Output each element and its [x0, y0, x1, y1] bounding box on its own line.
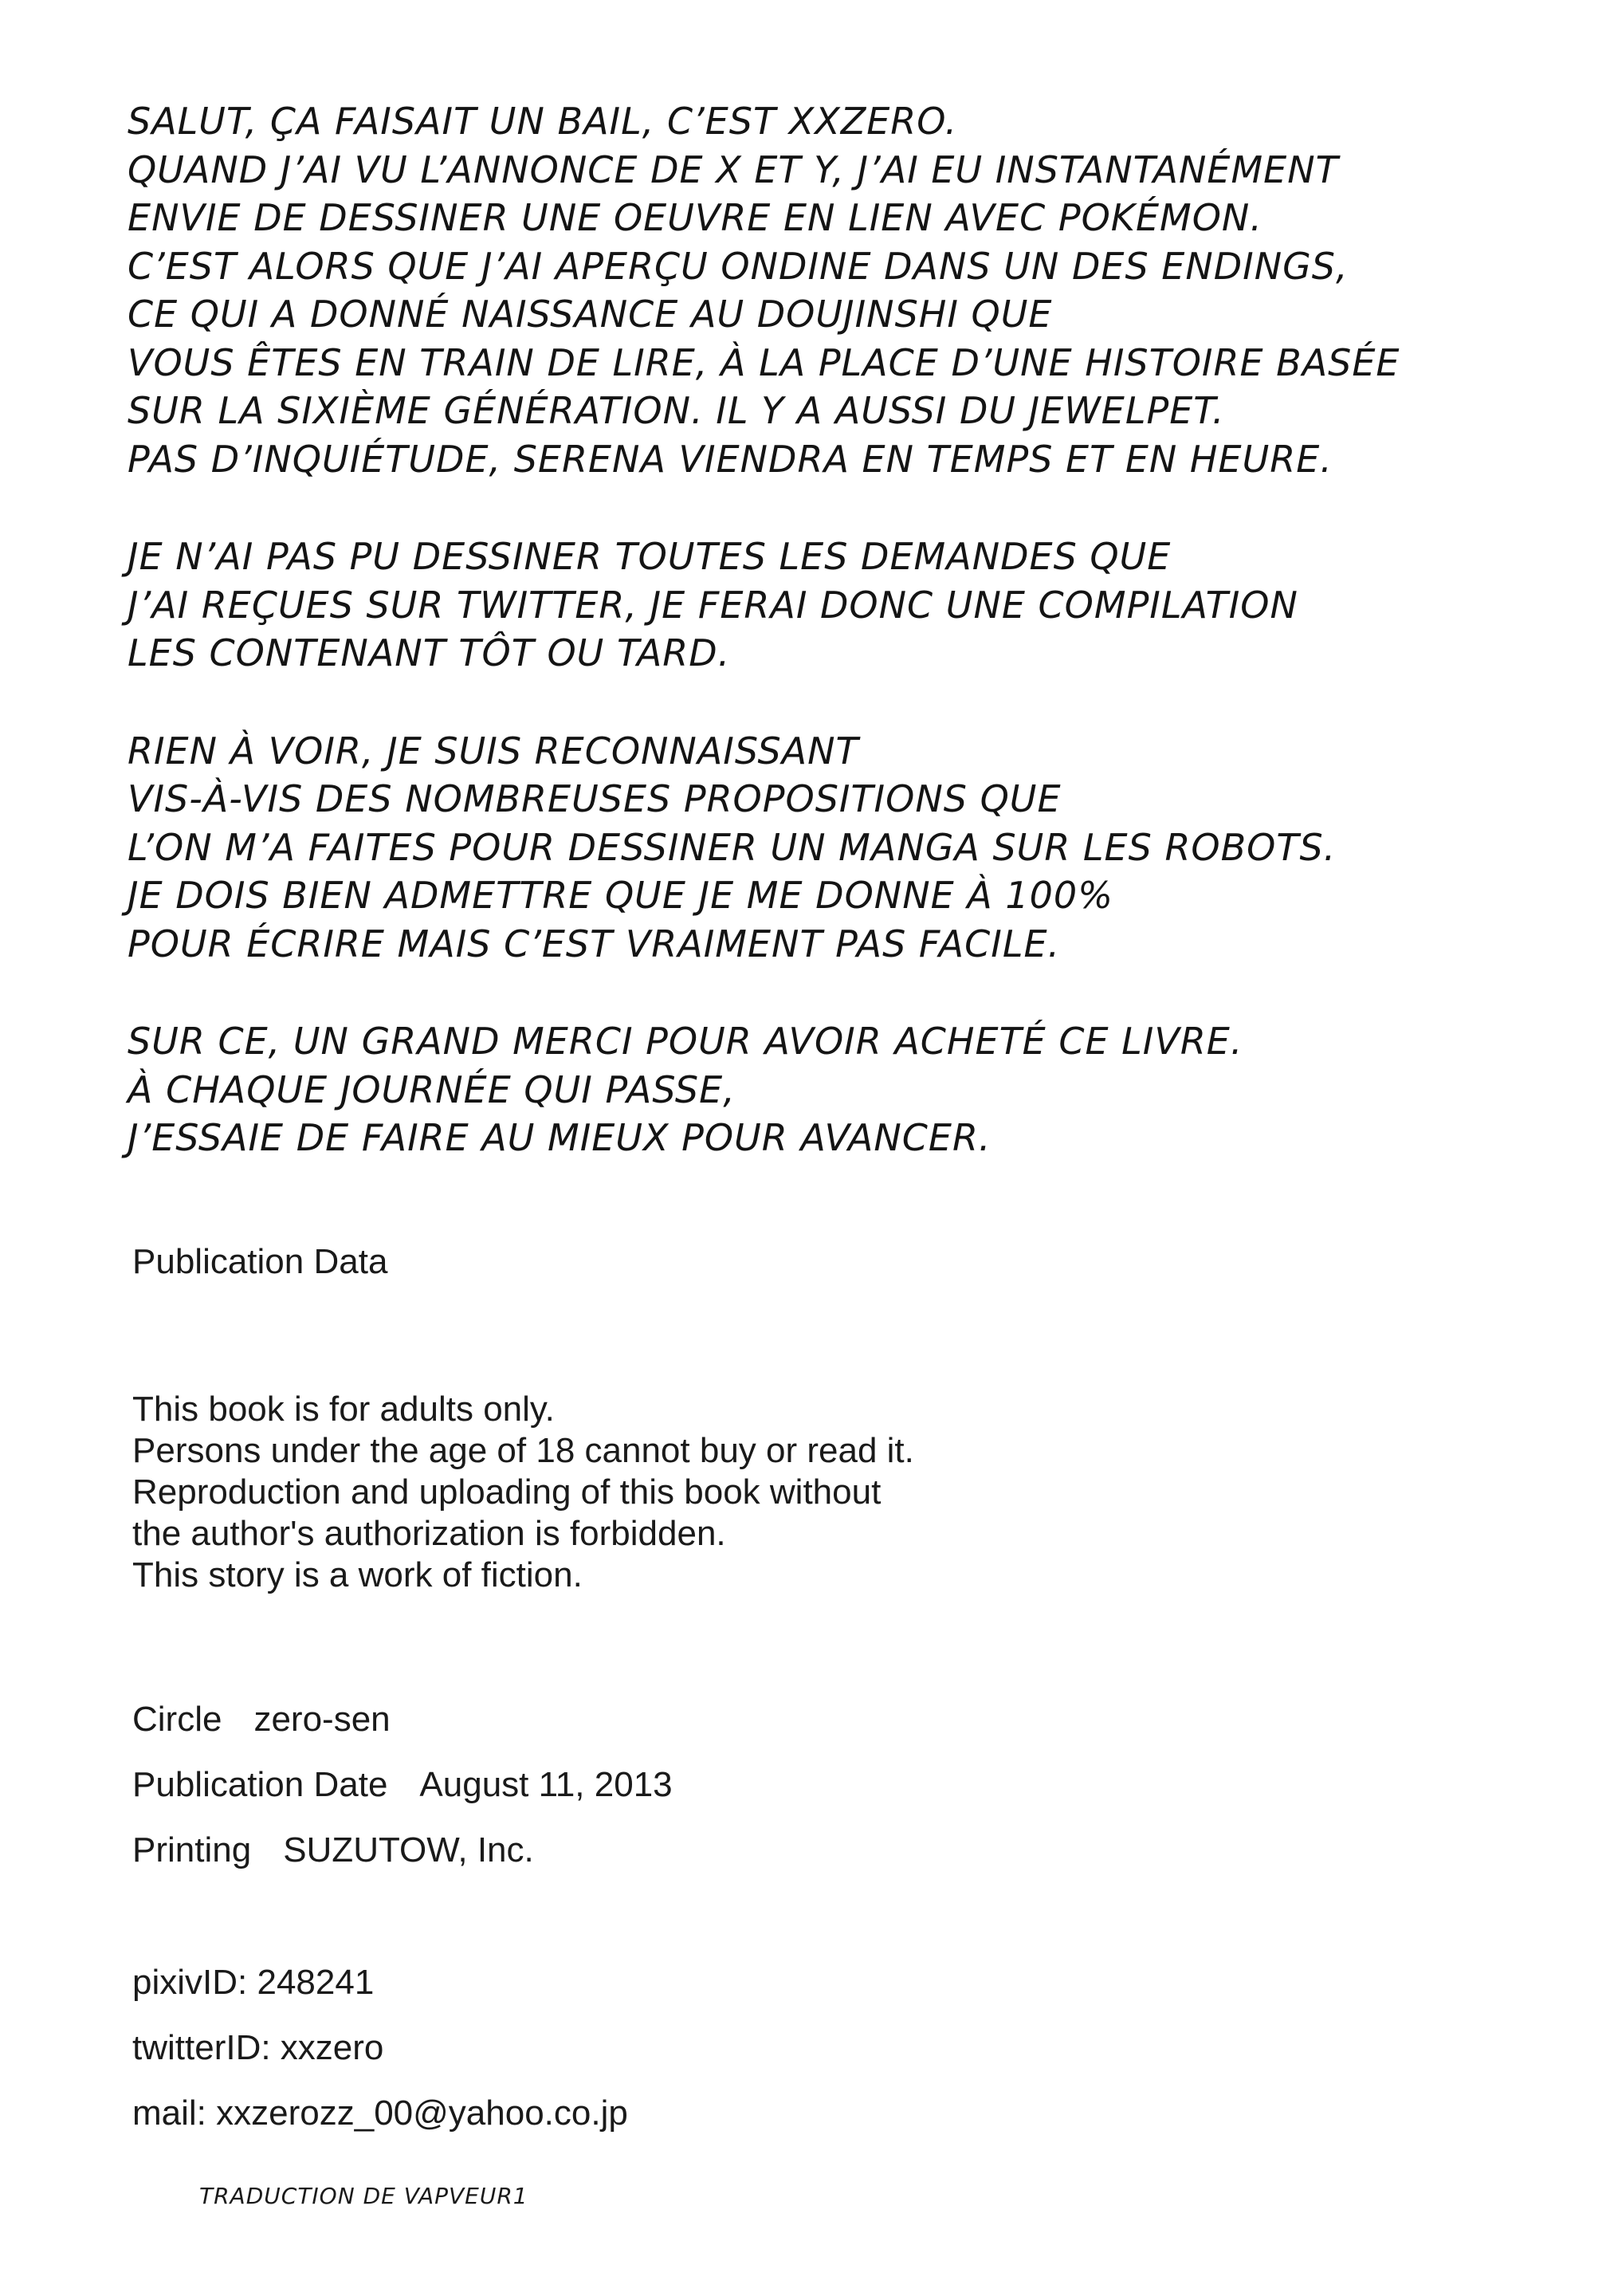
afterword-line: SUR CE, UN GRAND MERCI POUR AVOIR ACHETÉ CE LIVRE.: [128, 1020, 1243, 1063]
afterword-line: VOUS ÊTES EN TRAIN DE LIRE, À LA PLACE D’UNE HISTOIRE BASÉE: [128, 340, 1400, 384]
afterword-line: C’EST ALORS QUE J’AI APERÇU ONDINE DANS UN DES ENDINGS,: [128, 244, 1349, 288]
afterword-line: À CHAQUE JOURNÉE QUI PASSE,: [128, 1067, 736, 1111]
afterword-line: POUR ÉCRIRE MAIS C’EST VRAIMENT PAS FACILE.: [128, 922, 1061, 965]
pixiv-id: pixivID: 248241: [132, 1963, 375, 2002]
afterword-text: [128, 97, 1578, 1212]
afterword-line: ENVIE DE DESSINER UNE OEUVRE EN LIEN AVEC POKÉMON.: [128, 196, 1262, 239]
notice-line: the author's authorization is forbidden.: [132, 1514, 726, 1553]
afterword-paragraph-4: [128, 1017, 1578, 1162]
circle-value: zero-sen: [253, 1700, 391, 1739]
twitter-id: twitterID: xxzero: [132, 2028, 384, 2067]
adults-only-notice: [132, 1389, 914, 1596]
afterword-paragraph-1: [128, 97, 1578, 483]
printing-label: Printing: [132, 1830, 252, 1869]
publication-date-row: [132, 1765, 673, 1805]
publication-date-label: Publication Date: [132, 1765, 388, 1804]
afterword-line: JE DOIS BIEN ADMETTRE QUE JE ME DONNE À 100%: [128, 874, 1113, 917]
notice-line: Reproduction and uploading of this book without: [132, 1472, 882, 1512]
publication-data-heading: Publication Data: [132, 1242, 388, 1281]
circle-label: Circle: [132, 1700, 222, 1739]
mail-address: mail: xxzerozz_00@yahoo.co.jp: [132, 2094, 628, 2133]
afterword-line: PAS D’INQUIÉTUDE, SERENA VIENDRA EN TEMPS ET EN HEURE.: [128, 437, 1333, 481]
afterword-line: RIEN À VOIR, JE SUIS RECONNAISSANT: [128, 729, 859, 773]
afterword-line: SUR LA SIXIÈME GÉNÉRATION. IL Y A AUSSI DU JEWELPET.: [128, 389, 1225, 432]
afterword-line: CE QUI A DONNÉ NAISSANCE AU DOUJINSHI QUE: [128, 293, 1053, 336]
notice-line: This story is a work of fiction.: [132, 1555, 583, 1594]
afterword-line: SALUT, ÇA FAISAIT UN BAIL, C’EST XXZERO.: [128, 100, 958, 143]
afterword-line: J’ESSAIE DE FAIRE AU MIEUX POUR AVANCER.: [128, 1116, 992, 1159]
afterword-line: LES CONTENANT TÔT OU TARD.: [128, 631, 731, 674]
notice-line: Persons under the age of 18 cannot buy or read it.: [132, 1431, 914, 1470]
circle-row: [132, 1700, 391, 1740]
translation-credit: TRADUCTION DE VAPVEUR1: [199, 2183, 528, 2209]
afterword-paragraph-2: [128, 533, 1578, 678]
afterword-line: JE N’AI PAS PU DESSINER TOUTES LES DEMANDES QUE: [128, 535, 1172, 578]
notice-line: This book is for adults only.: [132, 1390, 555, 1429]
printing-value: SUZUTOW, Inc.: [283, 1830, 534, 1869]
afterword-paragraph-3: [128, 727, 1578, 969]
publication-date-value: August 11, 2013: [419, 1765, 673, 1804]
afterword-line: VIS-À-VIS DES NOMBREUSES PROPOSITIONS QUE: [128, 777, 1062, 820]
afterword-line: J’AI REÇUES SUR TWITTER, JE FERAI DONC UNE COMPILATION: [128, 583, 1298, 627]
afterword-line: QUAND J’AI VU L’ANNONCE DE X ET Y, J’AI EU INSTANTANÉMENT: [128, 147, 1339, 191]
printing-row: [132, 1830, 534, 1870]
afterword-line: L’ON M’A FAITES POUR DESSINER UN MANGA SUR LES ROBOTS.: [128, 825, 1337, 869]
